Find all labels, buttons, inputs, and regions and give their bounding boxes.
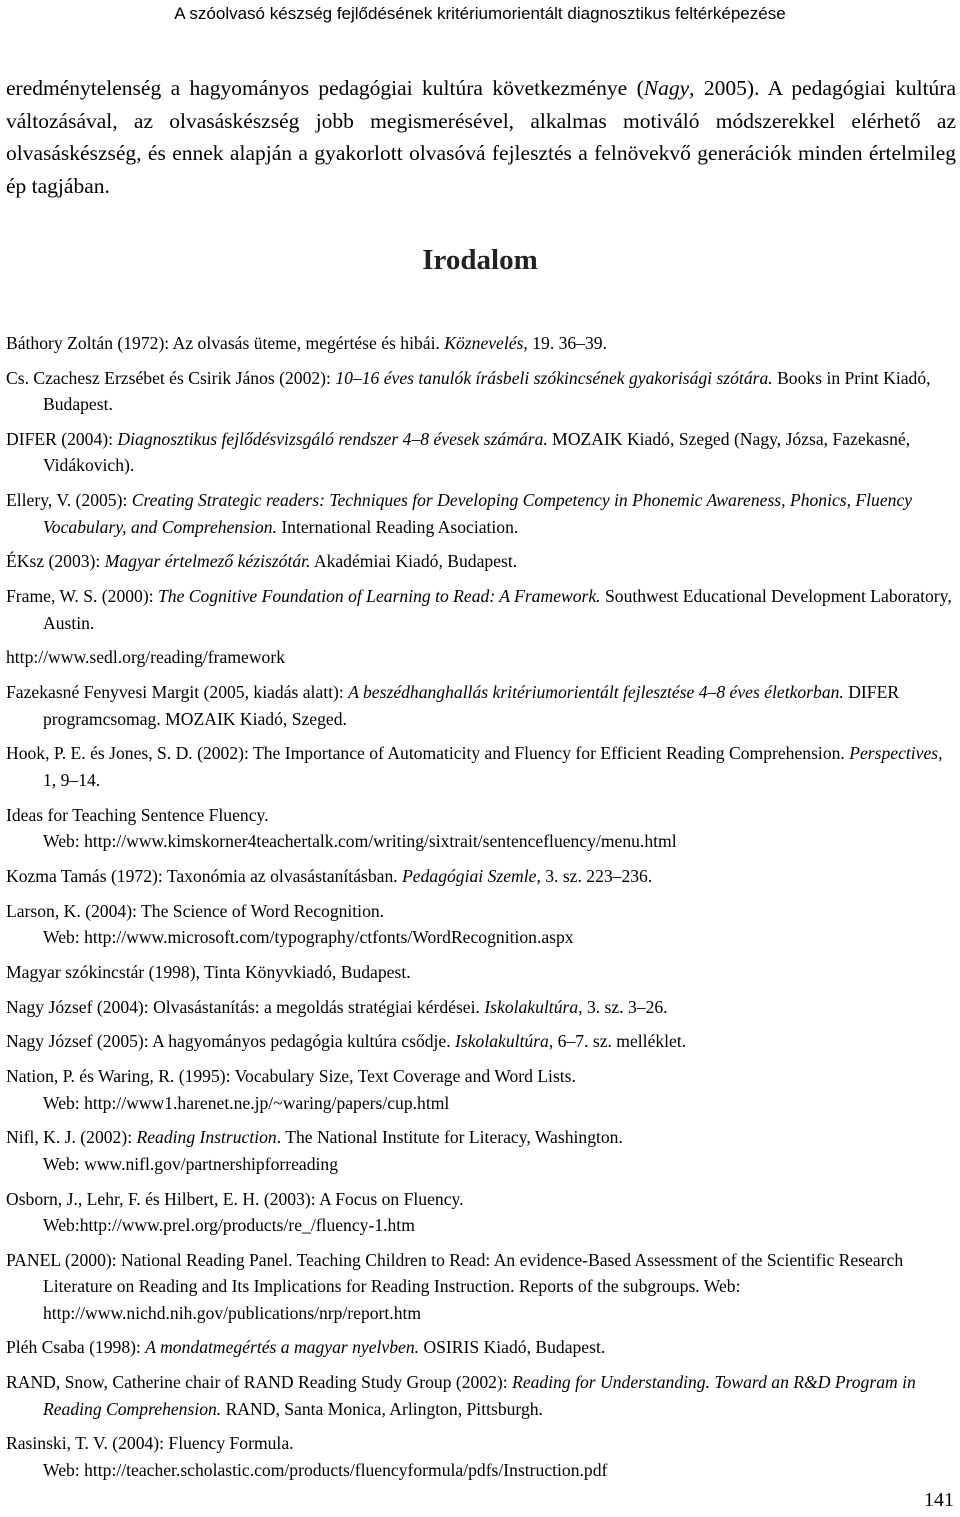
text-run: Osborn, J., Lehr, F. és Hilbert, E. H. (2003): A Focus on Fluency. <box>6 1188 464 1209</box>
reference-item <box>6 1186 956 1239</box>
text-run: RAND, Santa Monica, Arlington, Pittsburgh. <box>221 1398 543 1419</box>
page-number: 141 <box>924 1489 954 1511</box>
text-run: Web: http://www.kimskorner4teachertalk.com/writing/sixtrait/sentencefluency/menu.html <box>43 831 677 852</box>
reference-item <box>6 959 956 985</box>
reference-item <box>6 1430 956 1483</box>
text-run: International Reading Asociation. <box>276 516 519 537</box>
reference-item <box>6 898 956 951</box>
reference-item <box>6 548 956 574</box>
text-run: OSIRIS Kiadó, Budapest. <box>419 1337 606 1358</box>
reference-item <box>6 365 956 418</box>
text-run: Web: www.nifl.gov/partnershipforreading <box>43 1153 338 1174</box>
reference-item <box>6 583 956 636</box>
text-run: PANEL (2000): National Reading Panel. Teaching Children to Read: An evidence-Based Assessment of the Scientific Research Literature on Reading and Its Implications for Reading Instruction. Reports of the subgroups. Web: http://www.nichd.nih.gov/publications/nrp/report.htm <box>6 1249 904 1323</box>
reference-list <box>6 330 956 1492</box>
text-run: RAND, Snow, Catherine chair of RAND Reading Study Group (2002): <box>6 1372 513 1393</box>
text-run: http://www.sedl.org/reading/framework <box>6 647 285 668</box>
running-header: A szóolvasó készség fejlődésének kritériumorientált diagnosztikus feltérképezése <box>174 4 786 23</box>
italic-text: Iskolakultúra <box>484 996 579 1017</box>
text-run: Nagy József (2005): A hagyományos pedagógia kultúra csődje. <box>6 1031 456 1052</box>
text-run: , 3. sz. 223–236. <box>536 865 653 886</box>
reference-item <box>6 679 956 732</box>
text-run: Nagy József (2004): Olvasástanítás: a megoldás stratégiai kérdései. <box>6 996 485 1017</box>
text-run: Southwest Educational Development Laboratory, Austin. <box>43 586 952 633</box>
italic-text: A beszédhanghallás kritériumorientált fejlesztése 4–8 éves életkorban. <box>348 682 844 703</box>
italic-text: Perspectives <box>849 743 939 764</box>
italic-text: 10–16 éves tanulók írásbeli szókincsének gyakorisági szótára. <box>335 367 773 388</box>
text-run: , 1, 9–14. <box>43 743 943 790</box>
italic-text: Diagnosztikus fejlődésvizsgáló rendszer 4–8 évesek számára. <box>117 429 548 449</box>
reference-item <box>6 1063 956 1116</box>
reference-item <box>6 487 956 540</box>
text-run: DIFER programcsomag. MOZAIK Kiadó, Szeged. <box>43 682 900 729</box>
text-run: Web:http://www.prel.org/products/re_/fluency-1.htm <box>43 1215 415 1236</box>
text-run: Ellery, V. (2005): <box>6 490 132 511</box>
text-run: , 19. 36–39. <box>523 333 607 353</box>
text-run: , 2005). A pedagógiai kultúra változásával, az olvasáskészség jobb megismerésével, alkalmas motiváló módszerekkel elérhető az olvasáskészség, és ennek alapján a gyakorlott olvasóvá fejlesztés a felnövekvő generációk minden értelmileg ép tagjában. <box>6 76 956 198</box>
text-run: Nifl, K. J. (2002): <box>6 1127 137 1148</box>
italic-text: Köznevelés <box>444 333 524 353</box>
italic-text: Creating Strategic readers: Techniques for Developing Competency in Phonemic Awareness, Phonics, Fluency Vocabulary, and Comprehension. <box>43 490 913 537</box>
italic-text: Pedagógiai Szemle <box>402 865 537 886</box>
reference-item <box>6 426 956 479</box>
text-run: Books in Print Kiadó, Budapest. <box>43 367 931 415</box>
text-run: Web: http://www.microsoft.com/typography/ctfonts/WordRecognition.aspx <box>43 927 574 948</box>
italic-text: Nagy <box>643 76 690 100</box>
text-run: Magyar szókincstár (1998), Tinta Könyvkiadó, Budapest. <box>6 961 411 982</box>
italic-text: Magyar értelmező kéziszótár. <box>104 551 311 572</box>
reference-item <box>6 1369 956 1422</box>
reference-item <box>6 644 956 670</box>
italic-text: Iskolakultúra <box>455 1031 549 1052</box>
text-run: eredménytelenség a hagyományos pedagógiai kultúra következménye ( <box>6 76 644 100</box>
text-run: Rasinski, T. V. (2004): Fluency Formula. <box>6 1433 294 1454</box>
text-run: Larson, K. (2004): The Science of Word Recognition. <box>6 900 385 921</box>
reference-item <box>6 330 956 356</box>
italic-text: The Cognitive Foundation of Learning to Read: A Framework. <box>158 586 601 607</box>
text-run: Kozma Tamás (1972): Taxonómia az olvasástanításban. <box>6 865 403 886</box>
text-run: DIFER (2004): <box>6 429 118 449</box>
italic-text: A mondatmegértés a magyar nyelvben. <box>145 1337 420 1358</box>
text-run: , 3. sz. 3–26. <box>578 996 668 1017</box>
reference-item <box>6 802 956 855</box>
text-run: Báthory Zoltán (1972): Az olvasás üteme, megértése és hibái. <box>6 333 445 353</box>
text-run: Nation, P. és Waring, R. (1995): Vocabulary Size, Text Coverage and Word Lists. <box>6 1066 576 1087</box>
text-run: . The National Institute for Literacy, Washington. <box>276 1127 623 1148</box>
reference-item <box>6 1028 956 1054</box>
text-run: Ideas for Teaching Sentence Fluency. <box>6 804 269 825</box>
text-run: , 6–7. sz. melléklet. <box>548 1031 687 1052</box>
reference-item <box>6 1124 956 1177</box>
intro-paragraph <box>6 72 956 202</box>
italic-text: Reading Instruction <box>136 1127 277 1148</box>
text-run: MOZAIK Kiadó, Szeged (Nagy, Józsa, Fazekasné, Vidákovich). <box>43 429 911 476</box>
text-run: Frame, W. S. (2000): <box>6 586 158 607</box>
text-run: Fazekasné Fenyvesi Margit (2005, kiadás alatt): <box>6 682 349 703</box>
reference-item <box>6 1334 956 1360</box>
reference-item <box>6 740 956 793</box>
reference-item <box>6 994 956 1020</box>
section-heading: Irodalom <box>422 244 538 276</box>
text-run: Cs. Czachesz Erzsébet és Csirik János (2002): <box>6 367 336 388</box>
text-run: Web: http://www1.harenet.ne.jp/~waring/papers/cup.html <box>43 1092 450 1113</box>
text-run: Pléh Csaba (1998): <box>6 1337 146 1358</box>
text-run: Akadémiai Kiadó, Budapest. <box>310 551 518 572</box>
text-run: ÉKsz (2003): <box>6 551 105 572</box>
italic-text: Reading for Understanding. Toward an R&D Program in Reading Comprehension. <box>43 1372 916 1419</box>
reference-item <box>6 1247 956 1326</box>
text-run: Hook, P. E. és Jones, S. D. (2002): The Importance of Automaticity and Fluency for Efficient Reading Comprehension. <box>6 743 850 764</box>
reference-item <box>6 863 956 889</box>
text-run: Web: http://teacher.scholastic.com/products/fluencyformula/pdfs/Instruction.pdf <box>43 1459 608 1480</box>
